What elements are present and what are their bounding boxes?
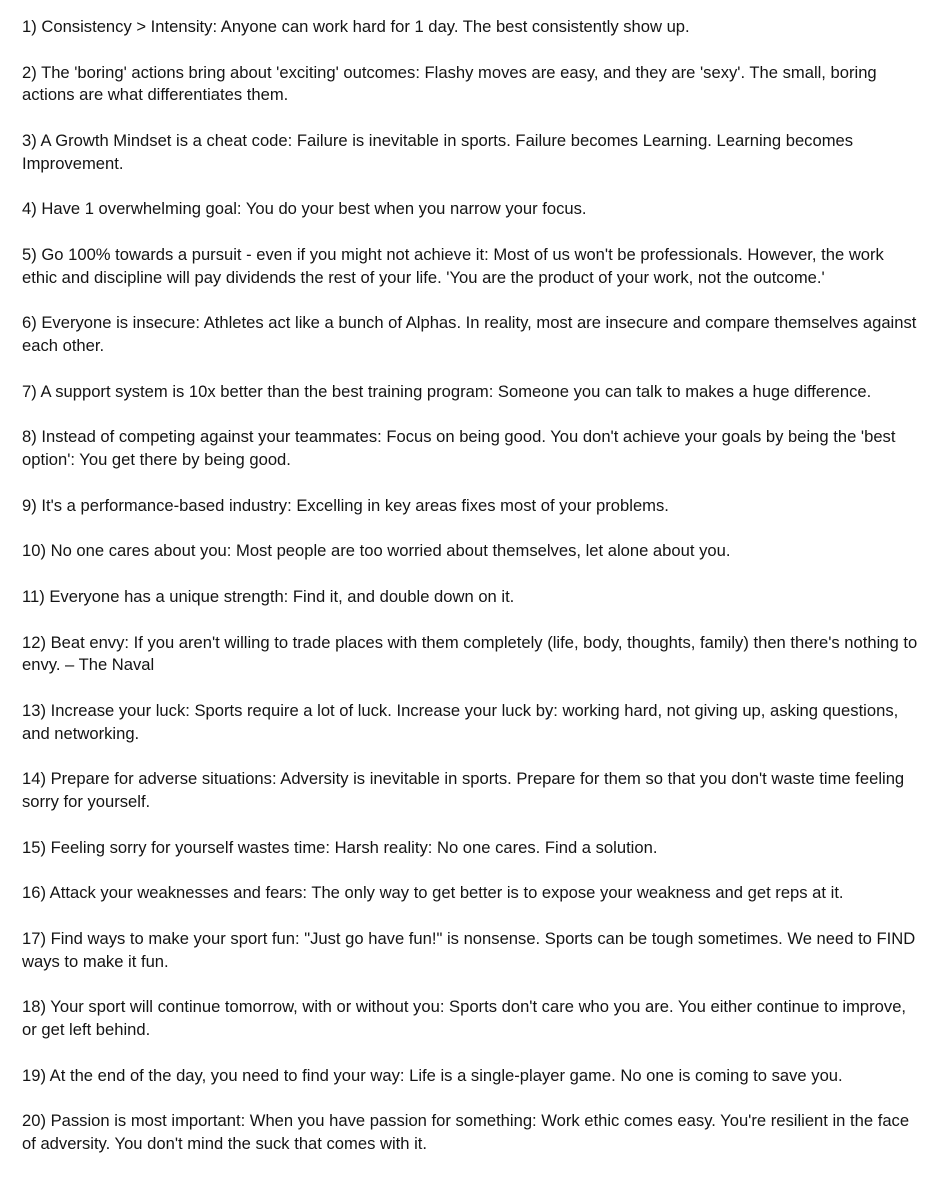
- lesson-item-13: 13) Increase your luck: Sports require a lot of luck. Increase your luck by: working hard, not giving up, asking questions, and networking.: [22, 700, 899, 743]
- lesson-item-3: 3) A Growth Mindset is a cheat code: Failure is inevitable in sports. Failure becomes Learning. Learning becomes Improvement.: [22, 130, 854, 173]
- lesson-item-17: 17) Find ways to make your sport fun: "Just go have fun!" is nonsense. Sports can be tough sometimes. We need to FIND ways to make it fun.: [22, 928, 916, 971]
- lesson-item-8: 8) Instead of competing against your teammates: Focus on being good. You don't achieve your goals by being the 'best option': You get there by being good.: [22, 427, 896, 470]
- lesson-item-5: 5) Go 100% towards a pursuit - even if you might not achieve it: Most of us won't be professionals. However, the work ethic and discipline will pay dividends the rest of your life. 'You are the product of your work, not the outcome.': [22, 244, 884, 287]
- lesson-item-15: 15) Feeling sorry for yourself wastes time: Harsh reality: No one cares. Find a solution.: [22, 837, 658, 857]
- lesson-item-7: 7) A support system is 10x better than the best training program: Someone you can talk to makes a huge difference.: [22, 381, 872, 401]
- lesson-item-12: 12) Beat envy: If you aren't willing to trade places with them completely (life, body, thoughts, family) then there's nothing to envy. – The Naval: [22, 632, 918, 675]
- lessons-list: [22, 16, 922, 1179]
- lesson-item-6: 6) Everyone is insecure: Athletes act like a bunch of Alphas. In reality, most are insecure and compare themselves against each other.: [22, 313, 917, 356]
- lesson-item-20: 20) Passion is most important: When you have passion for something: Work ethic comes easy. You're resilient in the face of adversity. You don't mind the suck that comes with it.: [22, 1111, 910, 1154]
- lesson-item-19: 19) At the end of the day, you need to find your way: Life is a single-player game. No one is coming to save you.: [22, 1065, 843, 1085]
- lesson-item-18: 18) Your sport will continue tomorrow, with or without you: Sports don't care who you are. You either continue to improve, or get left behind.: [22, 997, 907, 1040]
- lesson-item-16: 16) Attack your weaknesses and fears: The only way to get better is to expose your weakness and get reps at it.: [22, 883, 844, 903]
- lesson-item-11: 11) Everyone has a unique strength: Find it, and double down on it.: [22, 586, 515, 606]
- lesson-item-14: 14) Prepare for adverse situations: Adversity is inevitable in sports. Prepare for them so that you don't waste time feeling sorry for yourself.: [22, 769, 905, 812]
- lesson-item-2: 2) The 'boring' actions bring about 'exciting' outcomes: Flashy moves are easy, and they are 'sexy'. The small, boring actions are what differentiates them.: [22, 62, 877, 105]
- lesson-item-1: 1) Consistency > Intensity: Anyone can work hard for 1 day. The best consistently show up.: [22, 17, 690, 36]
- lesson-item-4: 4) Have 1 overwhelming goal: You do your best when you narrow your focus.: [22, 199, 587, 219]
- lesson-item-9: 9) It's a performance-based industry: Excelling in key areas fixes most of your problems.: [22, 495, 669, 515]
- lesson-item-10: 10) No one cares about you: Most people are too worried about themselves, let alone about you.: [22, 541, 731, 561]
